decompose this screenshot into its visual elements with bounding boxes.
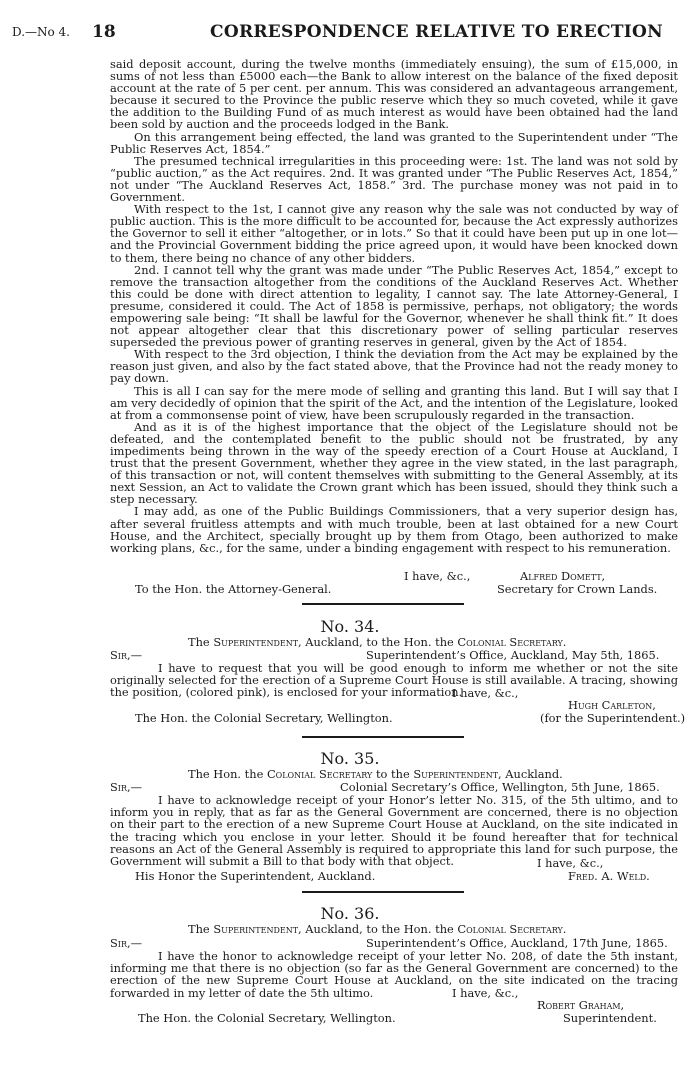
running-title: CORRESPONDENCE RELATIVE TO ERECTION — [210, 22, 663, 42]
heading-text: The — [188, 635, 210, 649]
letter-number: No. 36. — [320, 904, 380, 923]
letter-36-body — [110, 950, 678, 999]
letter-number: No. 34. — [320, 617, 380, 636]
dateline: Colonial Secretary’s Office, Wellington, 5th June, 1865. — [340, 780, 660, 794]
document-reference: D.—No 4. — [12, 25, 70, 39]
letter-34-body — [110, 662, 678, 699]
salutation: Sir,— — [110, 648, 142, 662]
heading-text: to the — [375, 767, 410, 781]
heading-recipient: Colonial Secretary — [457, 922, 563, 936]
addressee: The Hon. the Colonial Secretary, Wellington. — [135, 711, 393, 725]
salutation: Sir,— — [110, 780, 142, 794]
heading-recipient: Colonial Secretary — [457, 635, 563, 649]
paragraph: I may add, as one of the Public Buildings Commissioners, that a very superior design has, after several fruitless attempts and with much trouble, been at last obtained for a new Court House, and the Architect, specially brought up by them from Otago, been authorized to make working plans, &c., for the same, under a binding engagement with respect to his remuneration. — [110, 504, 678, 555]
letter-33-body — [110, 58, 678, 554]
salutation: Sir,— — [110, 936, 142, 950]
closing: I have, &c., — [404, 569, 471, 583]
section-divider — [302, 603, 464, 605]
addressee: His Honor the Superintendent, Auckland. — [135, 869, 376, 883]
heading-text: , Auckland. — [498, 767, 563, 781]
heading-sender: Superintendent — [213, 922, 299, 936]
heading-sender: Colonial Secretary — [266, 767, 373, 781]
heading-text: . — [562, 635, 567, 649]
letter-heading — [188, 636, 566, 648]
section-divider — [302, 736, 464, 738]
signatory: Robert Graham, — [537, 998, 625, 1012]
letter-heading — [188, 923, 566, 935]
letter-heading — [188, 768, 563, 780]
heading-text: , Auckland, to the Hon. the — [298, 922, 454, 936]
signatory-title: (for the Superintendent.) — [540, 711, 686, 725]
paragraph: The presumed technical irregularities in this proceeding were: 1st. The land was not sold by “public auction,” as the Act requires. 2nd. It was granted under “The Public Reserves Act, 1854,” not under “The Auckland Reserves Act, 1858.” 3rd. The purchase money was not paid in to Government. — [110, 153, 678, 205]
page-header — [12, 22, 682, 42]
heading-sender: Superintendent — [213, 635, 299, 649]
paragraph: I have the honor to acknowledge receipt of your letter No. 208, of date the 5th instant, informing me that there is no objection (so far as the General Government are concerned) to the erection of the new Supreme Court House at Auckland, on the site indicated on the tracing forwarded in my letter of date the 5th ultimo. — [110, 949, 678, 1000]
section-divider — [302, 891, 464, 893]
closing: I have, &c., — [537, 856, 604, 870]
paragraph: 2nd. I cannot tell why the grant was made under “The Public Reserves Act, 1854,” except to remove the transaction altogether from the conditions of the Auckland Reserves Act. Whether this could be done with direct attention to legality, I cannot say. The late Attorney-General, I presume, considered it could. The Act of 1858 is permissive, perhaps, not obligatory; the words empowering sale being: “It shall be lawful for the Governor, whenever he shall think fit.” It does not appear altogether clear that this discretionary power of selling particular reserves superseded the previous power of granting reserves in general, given by the Act of 1854. — [110, 262, 678, 350]
heading-text: The Hon. the — [188, 767, 264, 781]
addressee: The Hon. the Colonial Secretary, Wellington. — [138, 1011, 396, 1025]
dateline: Superintendent’s Office, Auckland, 17th June, 1865. — [366, 936, 668, 950]
heading-text: . — [562, 922, 567, 936]
closing: I have, &c., — [452, 686, 519, 700]
dateline: Superintendent’s Office, Auckland, May 5th, 1865. — [366, 648, 660, 662]
addressee: To the Hon. the Attorney-General. — [135, 582, 332, 596]
heading-recipient: Superintendent — [413, 767, 499, 781]
paragraph: said deposit account, during the twelve months (immediately ensuing), the sum of £15,000, in sums of not less than £5000 each—the Bank to allow interest on the balance of the fixed deposit account at the rate of 5 per cent. per annum. This was considered an advantageous arrangement, because it secured to the Province the public reserve which they so much coveted, while it gave the addition to the Building Fund of as much interest as would have been obtained had the land been sold by auction and the proceeds lodged in the Bank. — [110, 57, 678, 132]
page-number: 18 — [92, 22, 116, 42]
signatory-title: Superintendent. — [563, 1011, 657, 1025]
paragraph: With respect to the 3rd objection, I think the deviation from the Act may be explained by the reason just given, and also by the fact stated above, that the Province had not the ready money to pay down. — [110, 347, 678, 386]
paragraph: On this arrangement being effected, the land was granted to the Superintendent under “The Public Reserves Act, 1854.” — [110, 129, 678, 156]
signatory: Hugh Carleton, — [568, 698, 656, 712]
paragraph: And as it is of the highest importance that the object of the Legislature should not be defeated, and the contemplated benefit to the public should not be frustrated, by any impediments being thrown in the way of the speedy erection of a Court House at Auckland, I trust that the present Government, whether they agree in the view stated, in the last paragraph, of this transaction or not, will content themselves with submitting to the General Assembly, at its next Session, an Act to validate the Crown grant which has been issued, should they think such a step necessary. — [110, 419, 678, 507]
signatory: Alfred Domett, — [520, 569, 606, 583]
heading-text: The — [188, 922, 210, 936]
heading-text: , Auckland, to the Hon. the — [298, 635, 454, 649]
paragraph: This is all I can say for the mere mode of selling and granting this land. But I will say that I am very decidedly of opinion that the spirit of the Act, and the intention of the Legislature, looked at from a commonsense point of view, have been scrupulously regarded in the transaction. — [110, 383, 678, 422]
paragraph: I have to acknowledge receipt of your Honor’s letter No. 315, of the 5th ultimo, and to inform you in reply, that as far as the General Government are concerned, there is no objection on their part to the erection of a new Supreme Court House at Auckland, on the site indicated in the tracing which you enclose in your letter. Should it be found hereafter that for technical reasons an Act of the General Assembly is required to appropriate this land for such purpose, the Government will submit a Bill to that body with that object. — [110, 793, 678, 869]
signatory-title: Secretary for Crown Lands. — [497, 582, 658, 596]
signatory: Fred. A. Weld. — [568, 869, 650, 883]
closing: I have, &c., — [452, 986, 519, 1000]
paragraph: I have to request that you will be good enough to inform me whether or not the site originally selected for the erection of a Supreme Court House is still available. A tracing, showing the position, (colored pink), is enclosed for your information. — [110, 661, 678, 700]
paragraph: With respect to the 1st, I cannot give any reason why the sale was not conducted by way of public auction. This is the more difficult to be accounted for, because the Act expressly authorizes the Governor to sell it either “altogether, or in lots.” So that it could have been put up in one lot—and the Provincial Government bidding the price agreed upon, it would have been knocked down to them, there being no chance of any other bidders. — [110, 202, 678, 265]
letter-number: No. 35. — [320, 749, 380, 768]
